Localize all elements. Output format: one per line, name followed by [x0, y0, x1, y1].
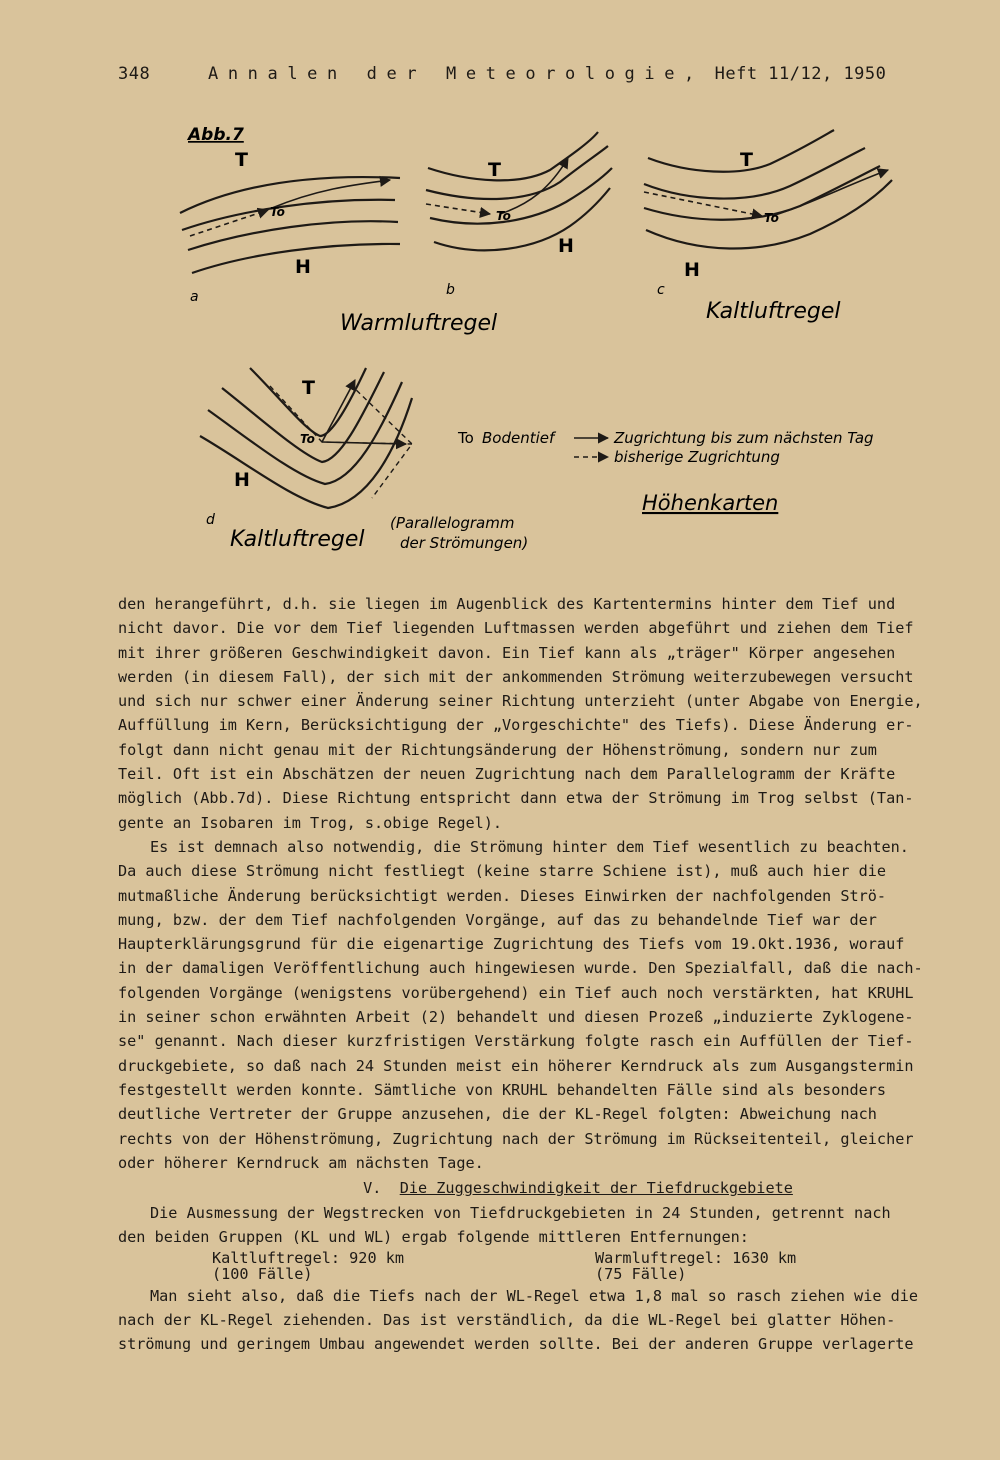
text-line: Haupterklärungsgrund für die eigenartige Zugrichtung des Tiefs vom 19.Okt.1936, worauf: [118, 935, 905, 954]
legend: [457, 429, 874, 466]
panel-c-letter: c: [657, 282, 665, 298]
panel-d-To: To: [300, 432, 315, 446]
guide-dashed: [350, 384, 412, 498]
text-line: Da auch diese Strömung nicht festliegt (keine starre Schiene ist), muß auch hier die: [118, 862, 887, 881]
text-line: in seiner schon erwähnten Arbeit (2) behandelt und diesen Prozeß „induzierte Zyklogene-: [118, 1008, 914, 1027]
section-heading: [118, 1175, 978, 1201]
track-solid: [772, 170, 888, 216]
text-line: druckgebiete, so daß nach 24 Stunden meist ein höherer Kerndruck als zum Ausgangstermin: [118, 1056, 914, 1075]
text-line: mung, bzw. der dem Tief nachfolgenden Vorgänge, auf das zu behandelnde Tief war der: [118, 910, 877, 929]
panel-b: [426, 132, 612, 250]
wl-distance-value: Warmluftregel: 1630 km: [595, 1248, 797, 1267]
text-line: strömung und geringem Umbau angewendet werden sollte. Bei der anderen Gruppe verlagerte: [118, 1335, 914, 1354]
text-line: Es ist demnach also notwendig, die Strömung hinter dem Tief wesentlich zu beachten.: [150, 837, 909, 856]
rule-warm-label: Warmluftregel: [340, 311, 498, 336]
wl-distance: [595, 1250, 978, 1284]
parallelogram-note-line1: (Parallelogramm: [390, 514, 515, 532]
text-line: den beiden Gruppen (KL und WL) ergab folgende mittleren Entfernungen:: [118, 1228, 749, 1247]
distance-table: [118, 1250, 978, 1284]
page-number: 348: [118, 64, 151, 84]
track-solid: [322, 380, 355, 442]
panel-a-To: To: [270, 205, 285, 219]
panel-a-H: H: [295, 256, 311, 278]
paragraph-4: [118, 1284, 978, 1357]
figure-drawing: [150, 118, 950, 568]
legend-dashed-label: bisherige Zugrichtung: [614, 448, 780, 466]
panel-b-letter: b: [446, 282, 455, 298]
rule-cold-d-label: Kaltluftregel: [230, 527, 365, 552]
page-header: [118, 64, 886, 84]
track-solid: [322, 442, 406, 444]
legend-to-symbol: To: [458, 429, 474, 447]
journal-title: Annalen der Meteorologie,: [208, 64, 704, 84]
text-line: mit ihrer größeren Geschwindigkeit davon. Ein Tief kann als „träger" Körper angesehen: [118, 643, 896, 662]
section-number: V.: [363, 1179, 382, 1198]
text-line: gente an Isobaren im Trog, s.obige Regel).: [118, 813, 503, 832]
text-line: se" genannt. Nach dieser kurzfristigen Verstärkung folgte rasch ein Auffüllen der Tief-: [118, 1032, 914, 1051]
panel-a: [180, 177, 400, 273]
panel-c-H: H: [684, 259, 700, 281]
text-line: in der damaligen Veröffentlichung auch hingewiesen wurde. Den Spezialfall, daß die nach-: [118, 959, 923, 978]
paragraph-3: [118, 1201, 978, 1250]
text-line: werden (in diesem Fall), der sich mit der ankommenden Strömung weiterzubewegen versucht: [118, 667, 914, 686]
isobar: [426, 146, 608, 199]
isobar: [644, 166, 880, 220]
text-line: und sich nur schwer einer Änderung seiner Richtung unterzieht (unter Abgabe von Energie,: [118, 692, 923, 711]
text-line: nicht davor. Die vor dem Tief liegenden Luftmassen werden abgeführt und ziehen dem Tief: [118, 619, 914, 638]
panel-d-T: T: [302, 377, 315, 399]
map-type-label: Höhenkarten: [642, 491, 779, 515]
text-line: rechts von der Höhenströmung, Zugrichtung nach der Strömung im Rückseitenteil, gleicher: [118, 1129, 914, 1148]
text-line: deutliche Vertreter der Gruppe anzusehen, die der KL-Regel folgten: Abweichung nach: [118, 1105, 877, 1124]
track-solid: [272, 180, 390, 208]
panel-d-letter: d: [206, 512, 215, 528]
text-line: möglich (Abb.7d). Diese Richtung entspricht dann etwa der Strömung im Trog selbst (Tan-: [118, 789, 914, 808]
panel-b-To: To: [496, 209, 511, 223]
text-line: festgestellt werden konnte. Sämtliche von KRUHL behandelten Fälle sind als besonders: [118, 1080, 887, 1099]
text-line: folgenden Vorgänge (wenigstens vorübergehend) ein Tief auch noch verstärkten, hat KRUHL: [118, 983, 914, 1002]
rule-cold-c-label: Kaltluftregel: [706, 299, 841, 324]
paragraph-2: [118, 835, 978, 1175]
text-line: oder höherer Kerndruck am nächsten Tage.: [118, 1153, 484, 1172]
track-dashed: [426, 204, 490, 214]
text-line: mutmaßliche Änderung berücksichtigt werden. Dieses Einwirken der nachfolgenden Strö-: [118, 886, 887, 905]
text-line: folgt dann nicht genau mit der Richtungsänderung der Höhenströmung, sondern nur zum: [118, 740, 877, 759]
text-line: Teil. Oft ist ein Abschätzen der neuen Zugrichtung nach dem Parallelogramm der Kräfte: [118, 765, 896, 784]
parallelogram-note-line2: der Strömungen): [400, 534, 529, 552]
text-line: Auffüllung im Kern, Berücksichtigung der „Vorgeschichte" des Tiefs). Diese Änderung er-: [118, 716, 914, 735]
panel-c-T: T: [740, 149, 753, 171]
article-body: [118, 592, 978, 1357]
section-title: Die Zuggeschwindigkeit der Tiefdruckgebiete: [399, 1179, 793, 1198]
kl-case-count: (100 Fälle): [212, 1264, 313, 1283]
panel-c: [644, 130, 892, 249]
isobar: [182, 200, 395, 230]
panel-d-H: H: [234, 469, 250, 491]
panel-a-letter: a: [190, 289, 199, 305]
text-line: nach der KL-Regel ziehenden. Das ist verständlich, da die WL-Regel bei glatter Höhen-: [118, 1311, 896, 1330]
kl-distance-value: Kaltluftregel: 920 km: [212, 1248, 405, 1267]
panel-b-T: T: [488, 159, 501, 181]
text-line: Die Ausmessung der Wegstrecken von Tiefdruckgebieten in 24 Stunden, getrennt nach: [150, 1204, 891, 1223]
issue-info: Heft 11/12, 1950: [714, 64, 887, 84]
wl-case-count: (75 Fälle): [595, 1264, 687, 1283]
kl-distance: [212, 1250, 595, 1284]
paragraph-1: [118, 592, 978, 835]
text-line: Man sieht also, daß die Tiefs nach der WL-Regel etwa 1,8 mal so rasch ziehen wie die: [150, 1286, 919, 1305]
text-line: den herangeführt, d.h. sie liegen im Augenblick des Kartentermins hinter dem Tief und: [118, 595, 896, 613]
figure-abb7: [150, 118, 950, 568]
panel-b-H: H: [558, 235, 574, 257]
figure-label: Abb.7: [188, 125, 244, 145]
legend-solid-label: Zugrichtung bis zum nächsten Tag: [614, 429, 874, 447]
panel-a-T: T: [235, 149, 248, 171]
legend-to-label: Bodentief: [482, 429, 555, 447]
panel-c-To: To: [764, 211, 779, 225]
